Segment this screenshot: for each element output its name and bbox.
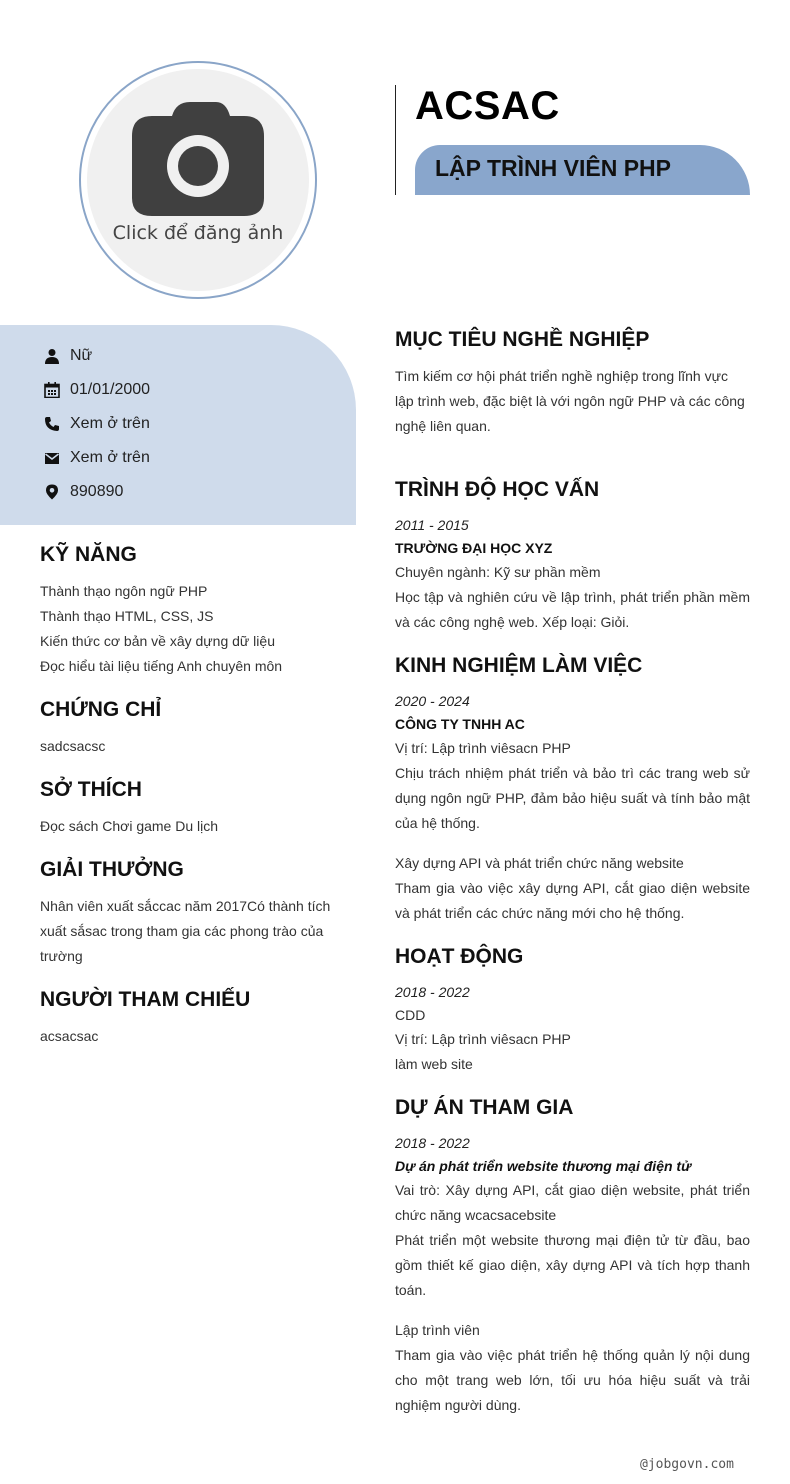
skill-item: Đọc hiểu tài liệu tiếng Anh chuyên môn bbox=[40, 658, 283, 674]
project-sub-title: Lập trình viên bbox=[395, 1322, 480, 1338]
footer-watermark: @jobgovn.com bbox=[640, 1457, 734, 1472]
skill-item: Kiến thức cơ bản về xây dựng dữ liệu bbox=[40, 633, 275, 649]
experience-task-description: Tham gia vào việc xây dựng API, cắt giao diện website và phát triển các chức năng mới cho hệ thống. bbox=[395, 880, 750, 921]
contact-email bbox=[44, 446, 150, 470]
experience-position: Vị trí: Lập trình viêsacn PHP bbox=[395, 740, 571, 756]
skills-heading: KỸ NĂNG bbox=[40, 543, 137, 566]
activities-position: Vị trí: Lập trình viêsacn PHP bbox=[395, 1031, 571, 1047]
certificates-heading: CHỨNG CHỈ bbox=[40, 698, 162, 721]
project-role: Vai trò: Xây dựng API, cắt giao diện website, phát triển chức năng wcacsacebsite bbox=[395, 1182, 750, 1223]
awards-text: Nhân viên xuất sắccac năm 2017Có thành tích xuất sắsac trong tham gia các phong trào của trường bbox=[40, 898, 331, 964]
project-description: Phát triển một website thương mại điện tử từ đầu, bao gồm thiết kế giao diện, xây dựng API và tích hợp thanh toán. bbox=[395, 1232, 750, 1298]
contact-phone bbox=[44, 412, 150, 436]
activities-description: làm web site bbox=[395, 1056, 473, 1072]
skill-item: Thành thạo HTML, CSS, JS bbox=[40, 608, 214, 624]
skill-item: Thành thạo ngôn ngữ PHP bbox=[40, 583, 208, 599]
contact-gender bbox=[44, 344, 92, 368]
objective-text: Tìm kiếm cơ hội phát triển nghề nghiệp trong lĩnh vực lập trình web, đặc biệt là với ngôn ngữ PHP và các công nghệ liên quan. bbox=[395, 368, 745, 434]
activities-period: 2018 - 2022 bbox=[395, 984, 470, 1000]
experience-task-title: Xây dựng API và phát triển chức năng website bbox=[395, 855, 684, 871]
calendar-icon bbox=[44, 382, 60, 398]
address-value: 890890 bbox=[70, 483, 124, 500]
experience-description: Chịu trách nhiệm phát triển và bảo trì các trang web sử dụng ngôn ngữ PHP, đảm bảo hiệu suất và tính bảo mật của hệ thống. bbox=[395, 765, 750, 831]
phone-value: Xem ở trên bbox=[70, 415, 150, 432]
education-description: Học tập và nghiên cứu về lập trình, phát triển phần mềm và các công nghệ web. Xếp loại: Giỏi. bbox=[395, 589, 750, 630]
projects-heading: DỰ ÁN THAM GIA bbox=[395, 1096, 574, 1119]
education-heading: TRÌNH ĐỘ HỌC VẤN bbox=[395, 478, 600, 501]
avatar-caption[interactable]: Click để đăng ảnh bbox=[112, 222, 284, 244]
objective-heading: MỤC TIÊU NGHỀ NGHIỆP bbox=[395, 328, 650, 351]
awards-heading: GIẢI THƯỞNG bbox=[40, 858, 184, 881]
project-name: Dự án phát triển website thương mại điện tử bbox=[395, 1158, 692, 1174]
email-value: Xem ở trên bbox=[70, 449, 150, 466]
references-text: acsacsac bbox=[40, 1028, 99, 1044]
education-period: 2011 - 2015 bbox=[395, 517, 469, 533]
header-divider bbox=[395, 85, 396, 195]
education-school: TRƯỜNG ĐẠI HỌC XYZ bbox=[395, 540, 553, 556]
certificates-text: sadcsacsc bbox=[40, 738, 106, 754]
location-pin-icon bbox=[44, 484, 60, 500]
hobbies-text: Đọc sách Chơi game Du lịch bbox=[40, 818, 219, 834]
hobbies-heading: SỞ THÍCH bbox=[40, 778, 142, 801]
contact-address bbox=[44, 480, 123, 504]
job-title: LẬP TRÌNH VIÊN PHP bbox=[435, 155, 671, 181]
camera-icon[interactable] bbox=[132, 102, 264, 217]
gender-value: Nữ bbox=[70, 347, 93, 364]
activities-heading: HOẠT ĐỘNG bbox=[395, 945, 524, 968]
person-icon bbox=[44, 348, 60, 364]
candidate-name: ACSAC bbox=[415, 84, 560, 128]
experience-company: CÔNG TY TNHH AC bbox=[395, 716, 525, 732]
activities-organization: CDD bbox=[395, 1007, 426, 1023]
contact-birthday bbox=[44, 378, 150, 402]
education-major: Chuyên ngành: Kỹ sư phần mềm bbox=[395, 564, 601, 580]
mail-icon bbox=[44, 450, 60, 466]
phone-icon bbox=[44, 416, 60, 432]
references-heading: NGƯỜI THAM CHIẾU bbox=[40, 988, 251, 1011]
experience-heading: KINH NGHIỆM LÀM VIỆC bbox=[395, 654, 643, 677]
experience-period: 2020 - 2024 bbox=[395, 693, 470, 709]
birthday-value: 01/01/2000 bbox=[70, 381, 151, 398]
project-sub-description: Tham gia vào việc phát triển hệ thống quản lý nội dung cho một trang web lớn, tối ưu hóa hiệu suất và trải nghiệm người dùng. bbox=[395, 1347, 750, 1413]
project-period: 2018 - 2022 bbox=[395, 1135, 470, 1151]
